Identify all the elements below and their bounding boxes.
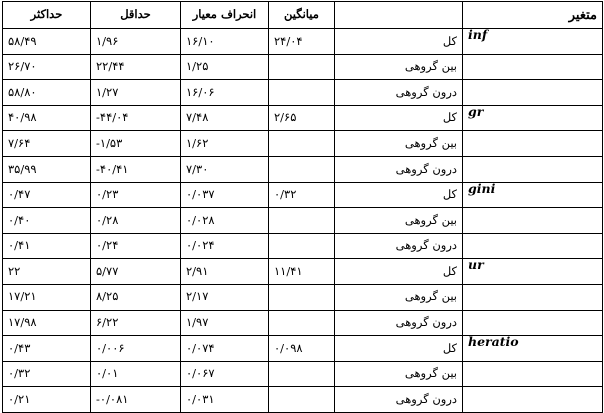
cell-mean [269, 233, 335, 259]
cell-std: ۲/۹۱ [181, 259, 269, 285]
cell-min: -۴۰/۴۱ [91, 156, 181, 182]
cell-mean [269, 131, 335, 157]
cell-max: ۷/۶۴ [3, 131, 91, 157]
cell-min: ۰/۲۳ [91, 182, 181, 208]
cell-component: بین گروهی [335, 54, 463, 80]
cell-min: ۵/۷۷ [91, 259, 181, 285]
cell-mean [269, 361, 335, 387]
cell-mean [269, 284, 335, 310]
cell-variable-name [463, 208, 603, 234]
cell-mean [269, 310, 335, 336]
cell-component: کل [335, 29, 463, 55]
cell-variable-name [463, 310, 603, 336]
cell-mean: ۲/۶۵ [269, 105, 335, 131]
cell-min: ۰/۲۴ [91, 233, 181, 259]
cell-std: ۰/۰۲۴ [181, 233, 269, 259]
cell-max: ۰/۳۲ [3, 361, 91, 387]
cell-variable-name [463, 233, 603, 259]
cell-component: کل [335, 336, 463, 362]
cell-max: ۲۲ [3, 259, 91, 285]
cell-std: ۱/۶۲ [181, 131, 269, 157]
cell-max: ۵۸/۸۰ [3, 80, 91, 106]
cell-mean [269, 80, 335, 106]
cell-max: ۵۸/۴۹ [3, 29, 91, 55]
table-row [3, 131, 603, 157]
cell-max: ۱۷/۹۸ [3, 310, 91, 336]
cell-std: ۰/۰۶۷ [181, 361, 269, 387]
cell-std: ۱/۹۷ [181, 310, 269, 336]
cell-std: ۲/۱۷ [181, 284, 269, 310]
cell-min: ۲۲/۴۴ [91, 54, 181, 80]
cell-std: ۷/۴۸ [181, 105, 269, 131]
cell-component: بین گروهی [335, 361, 463, 387]
cell-component: درون گروهی [335, 233, 463, 259]
cell-component: بین گروهی [335, 131, 463, 157]
cell-max: ۰/۴۰ [3, 208, 91, 234]
cell-variable-name [463, 156, 603, 182]
cell-max: ۰/۴۳ [3, 336, 91, 362]
cell-min: ۶/۲۲ [91, 310, 181, 336]
header-variable: متغیر [463, 2, 603, 29]
cell-max: ۰/۴۷ [3, 182, 91, 208]
cell-min: ۸/۲۵ [91, 284, 181, 310]
cell-min: ۰/۰۱ [91, 361, 181, 387]
cell-mean: ۰/۰۹۸ [269, 336, 335, 362]
cell-mean [269, 156, 335, 182]
table-row [3, 208, 603, 234]
cell-std: ۱۶/۱۰ [181, 29, 269, 55]
cell-component: درون گروهی [335, 80, 463, 106]
cell-mean [269, 208, 335, 234]
table-row [3, 336, 603, 362]
cell-component: بین گروهی [335, 208, 463, 234]
cell-std: ۰/۰۲۸ [181, 208, 269, 234]
table-row [3, 310, 603, 336]
header-min: حداقل [91, 2, 181, 29]
table-row [3, 284, 603, 310]
cell-std: ۰/۰۳۷ [181, 182, 269, 208]
cell-min: ۱/۲۷ [91, 80, 181, 106]
cell-variable-name: gini [463, 182, 603, 208]
table-row [3, 259, 603, 285]
cell-variable-name [463, 131, 603, 157]
cell-variable-name: gr [463, 105, 603, 131]
cell-max: ۰/۲۱ [3, 387, 91, 413]
cell-variable-name [463, 284, 603, 310]
cell-component: کل [335, 182, 463, 208]
cell-variable-name [463, 361, 603, 387]
cell-variable-name [463, 80, 603, 106]
cell-min: -۴۴/۰۴ [91, 105, 181, 131]
cell-component: کل [335, 259, 463, 285]
cell-variable-name: heratio [463, 336, 603, 362]
cell-max: ۲۶/۷۰ [3, 54, 91, 80]
cell-component: درون گروهی [335, 387, 463, 413]
cell-mean: ۱۱/۴۱ [269, 259, 335, 285]
cell-variable-name: inf [463, 29, 603, 55]
cell-component: درون گروهی [335, 156, 463, 182]
cell-std: ۰/۰۳۱ [181, 387, 269, 413]
statistics-table [2, 1, 603, 413]
table-row [3, 54, 603, 80]
cell-component: بین گروهی [335, 284, 463, 310]
cell-max: ۱۷/۲۱ [3, 284, 91, 310]
cell-min: ۱/۹۶ [91, 29, 181, 55]
cell-std: ۰/۰۷۴ [181, 336, 269, 362]
table-row [3, 105, 603, 131]
header-component-blank [335, 2, 463, 29]
cell-component: درون گروهی [335, 310, 463, 336]
table-row [3, 233, 603, 259]
cell-max: ۳۵/۹۹ [3, 156, 91, 182]
cell-min: -۱/۵۳ [91, 131, 181, 157]
cell-variable-name [463, 387, 603, 413]
table-row [3, 387, 603, 413]
header-max: حداکثر [3, 2, 91, 29]
cell-min: -۰/۰۸۱ [91, 387, 181, 413]
cell-variable-name: ur [463, 259, 603, 285]
cell-mean [269, 387, 335, 413]
cell-mean [269, 54, 335, 80]
cell-max: ۰/۴۱ [3, 233, 91, 259]
cell-mean: ۰/۳۲ [269, 182, 335, 208]
cell-mean: ۲۴/۰۴ [269, 29, 335, 55]
cell-std: ۱۶/۰۶ [181, 80, 269, 106]
header-std: انحراف معیار [181, 2, 269, 29]
table-row [3, 182, 603, 208]
table-row [3, 29, 603, 55]
header-row [3, 2, 603, 29]
table-body [3, 29, 603, 413]
table-row [3, 156, 603, 182]
header-mean: میانگین [269, 2, 335, 29]
cell-min: ۰/۰۰۶ [91, 336, 181, 362]
cell-variable-name [463, 54, 603, 80]
table-row [3, 361, 603, 387]
cell-component: کل [335, 105, 463, 131]
cell-max: ۴۰/۹۸ [3, 105, 91, 131]
cell-min: ۰/۲۸ [91, 208, 181, 234]
cell-std: ۱/۲۵ [181, 54, 269, 80]
table-row [3, 80, 603, 106]
cell-std: ۷/۳۰ [181, 156, 269, 182]
